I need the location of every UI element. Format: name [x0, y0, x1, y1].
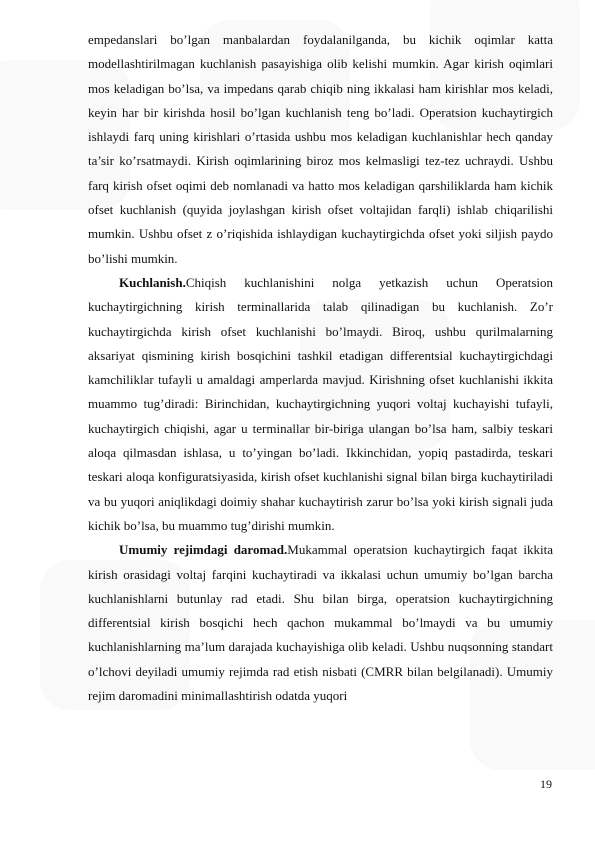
- paragraph-heading: Kuchlanish.: [119, 274, 186, 290]
- paragraph-3: [88, 538, 553, 708]
- body-text: [88, 28, 553, 708]
- page-number: 19: [540, 777, 552, 791]
- paragraph-heading: Umumiy rejimdagi daromad.: [119, 542, 288, 558]
- paragraph-text: Mukammal operatsion kuchaytirgich faqat ikkita kirish orasidagi voltaj farqini kuchaytiradi va ikkalasi uchun umumiy bo’lgan barcha kuchlanishlarni butunlay rad etadi. Shu bilan birga, operatsion kuchaytirgichning differentsial kirish bosqichi hech qachon mukammal bo’lmaydi va bu umumiy kuchlanishlarning ma’lum darajada kuchayishiga olib keladi. Ushbu nuqsonning standart o’lchovi deyiladi umumiy rejimda rad etish nisbati (CMRR bilan belgilanadi). Umumiy rejim daromadini minimallashtirish odatda yuqori: [88, 542, 553, 704]
- paragraph-text: empedanslari bo’lgan manbalardan foydalanilganda, bu kichik oqimlar katta modellashtirilmagan kuchlanish pasayishiga olib kelishi mumkin. Agar kirish oqimlari mos keladigan bo’lsa, va impedans qarab chiqib ning ikkalasi ham kirishlar mos keladi, keyin har bir kirishda hosil bo’lgan kuchlanish teng bo’ladi. Operatsion kuchaytirgich ishlaydi farq uning kirishlari o’rtasida ushbu mos keladigan kuchlanishlar hech qanday ta’sir ko’rsatmaydi. Kirish oqimlarining biroz mos kelmasligi tez-tez uchraydi. Ushbu farq kirish ofset oqimi deb nomlanadi va hatto mos keladigan qarshiliklarda ham kichik ofset kuchlanish (quyida joylashgan kirish ofset voltajidan farqli) ishlab chiqarilishi mumkin. Ushbu ofset z o’riqishida ishlaydigan kuchaytirgichda ofset yoki siljish paydo bo’lishi mumkin.: [88, 32, 553, 266]
- paragraph-1: [88, 28, 553, 271]
- paragraph-text: Chiqish kuchlanishini nolga yetkazish uchun Operatsion kuchaytirgichning kirish terminallarida talab qilinadigan bu kuchlanish. Zo’r kuchaytirgichda kirish ofset kuchlanishi bo’lmaydi. Biroq, ushbu qurilmalarning aksariyat qismining kirish bosqichini tashkil etadigan differentsial kuchaytirgichdagi kamchiliklar tufayli u amaldagi amperlarda mavjud. Kirishning ofset kuchlanishi ikkita muammo tug’diradi: Birinchidan, kuchaytirgichning yuqori voltaj kuchayishi tufayli, kuchaytirgich chiqishi, agar u terminallar bir-biriga ulangan bo’lsa ham, salbiy teskari aloqa qilmasdan ishlasa, u to’yingan bo’ladi. Ikkinchidan, yopiq pastadirda, teskari teskari aloqa konfiguratsiyasida, kirish ofset kuchlanishi signal bilan birga kuchaytiriladi va bu yuqori aniqlikdagi doimiy shahar kuchaytirish zarur bo’lsa yoki kirish signali juda kichik bo’lsa, bu muammo tug’dirishi mumkin.: [88, 274, 553, 533]
- paragraph-2: [88, 271, 553, 538]
